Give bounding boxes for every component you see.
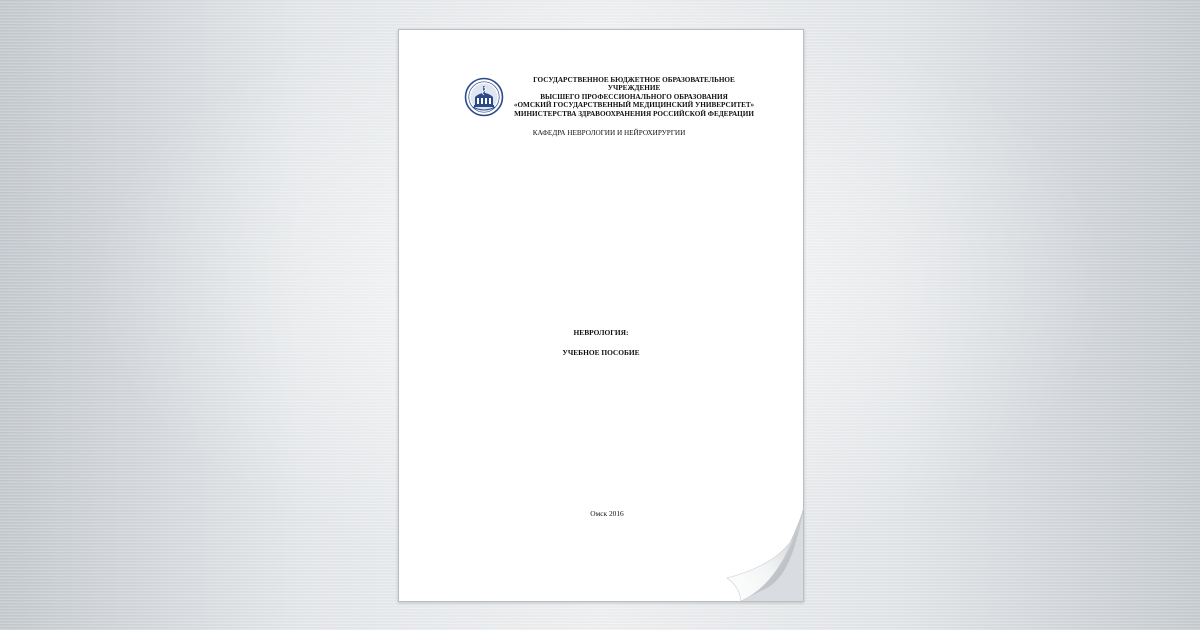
institution-line-5: МИНИСТЕРСТВА ЗДРАВООХРАНЕНИЯ РОССИЙСКОЙ ФЕДЕРАЦИИ [514, 109, 754, 118]
institution-line-2: УЧРЕЖДЕНИЕ [607, 84, 661, 93]
document-title: НЕВРОЛОГИЯ: [573, 328, 629, 337]
document-subtitle: УЧЕБНОЕ ПОСОБИЕ [562, 348, 640, 357]
institution-name [504, 76, 764, 118]
place-and-year: Омск 2016 [590, 509, 624, 518]
document-page [398, 29, 804, 602]
university-emblem-icon [464, 77, 504, 117]
institution-line-1: ГОСУДАРСТВЕННОЕ БЮДЖЕТНОЕ ОБРАЗОВАТЕЛЬНОЕ [533, 76, 735, 84]
institution-line-3: ВЫСШЕГО ПРОФЕССИОНАЛЬНОГО ОБРАЗОВАНИЯ [540, 92, 728, 101]
institution-line-4: «ОМСКИЙ ГОСУДАРСТВЕННЫЙ МЕДИЦИНСКИЙ УНИВЕРСИТЕТ» [513, 101, 755, 110]
document-header [399, 76, 803, 124]
page-curl-icon [719, 500, 803, 601]
department-name: КАФЕДРА НЕВРОЛОГИИ И НЕЙРОХИРУРГИИ [532, 129, 686, 137]
